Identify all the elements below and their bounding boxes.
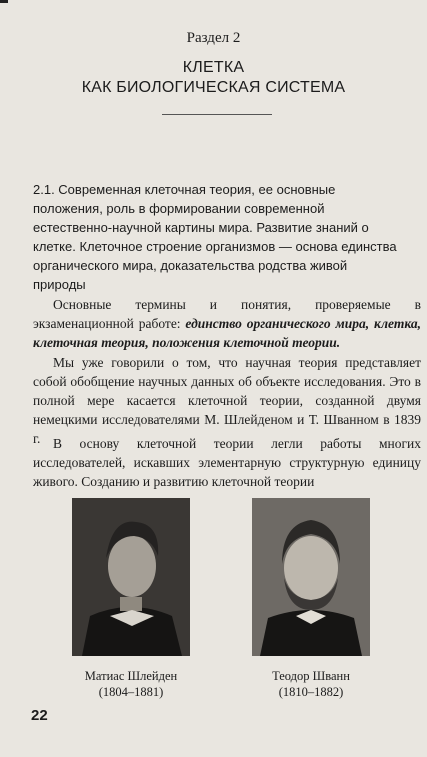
caption-schwann-years: (1810–1882) bbox=[278, 685, 344, 699]
subsection-heading: 2.1. Современная клеточная теория, ее основные положения, роль в формировании современной естественно-научной картины мира. Развитие знаний о клетке. Клеточное строение организмов — основа единства органического мира, доказательства родства живой природы bbox=[33, 182, 397, 292]
terms-list: единство органического мира, клетка, клеточная теория, положения клеточной теории. bbox=[33, 316, 422, 350]
title-divider bbox=[162, 114, 272, 115]
paragraph-theory: Мы уже говорили о том, что научная теория представляет собой обобщение научных данных об объекте исследования. Это в полной мере касается клеточной теории, созданной двумя немецкими исследователями М. Шлейденом и Т. Шванном в 1839 г. bbox=[33, 355, 421, 446]
chapter-title bbox=[0, 58, 427, 98]
portrait-schleiden-image bbox=[72, 498, 190, 656]
corner-mark bbox=[0, 0, 8, 3]
section-number: Раздел 2 bbox=[186, 30, 241, 46]
chapter-title-line1: КЛЕТКА bbox=[182, 59, 245, 76]
portrait-schleiden bbox=[72, 498, 190, 656]
terms-paragraph bbox=[33, 295, 421, 352]
caption-schleiden-name: Матиас Шлейден bbox=[84, 669, 178, 683]
paragraph-basis: В основу клеточной теории легли работы многих исследователей, искавших элементарную структурную единицу живого. Созданию и развитию клеточной теории bbox=[33, 436, 421, 489]
caption-schleiden-years: (1804–1881) bbox=[98, 685, 164, 699]
portrait-schwann-image bbox=[252, 498, 370, 656]
chapter-title-line2: КАК БИОЛОГИЧЕСКАЯ СИСТЕМА bbox=[81, 79, 346, 96]
terms-intro: Основные термины и понятия, проверяемые в экзаменационной работе: bbox=[33, 297, 421, 331]
portrait-schwann bbox=[252, 498, 370, 656]
caption-schleiden bbox=[56, 668, 206, 700]
caption-schwann-name: Теодор Шванн bbox=[272, 669, 350, 683]
page-number: 22 bbox=[31, 707, 48, 724]
caption-schwann bbox=[236, 668, 386, 700]
